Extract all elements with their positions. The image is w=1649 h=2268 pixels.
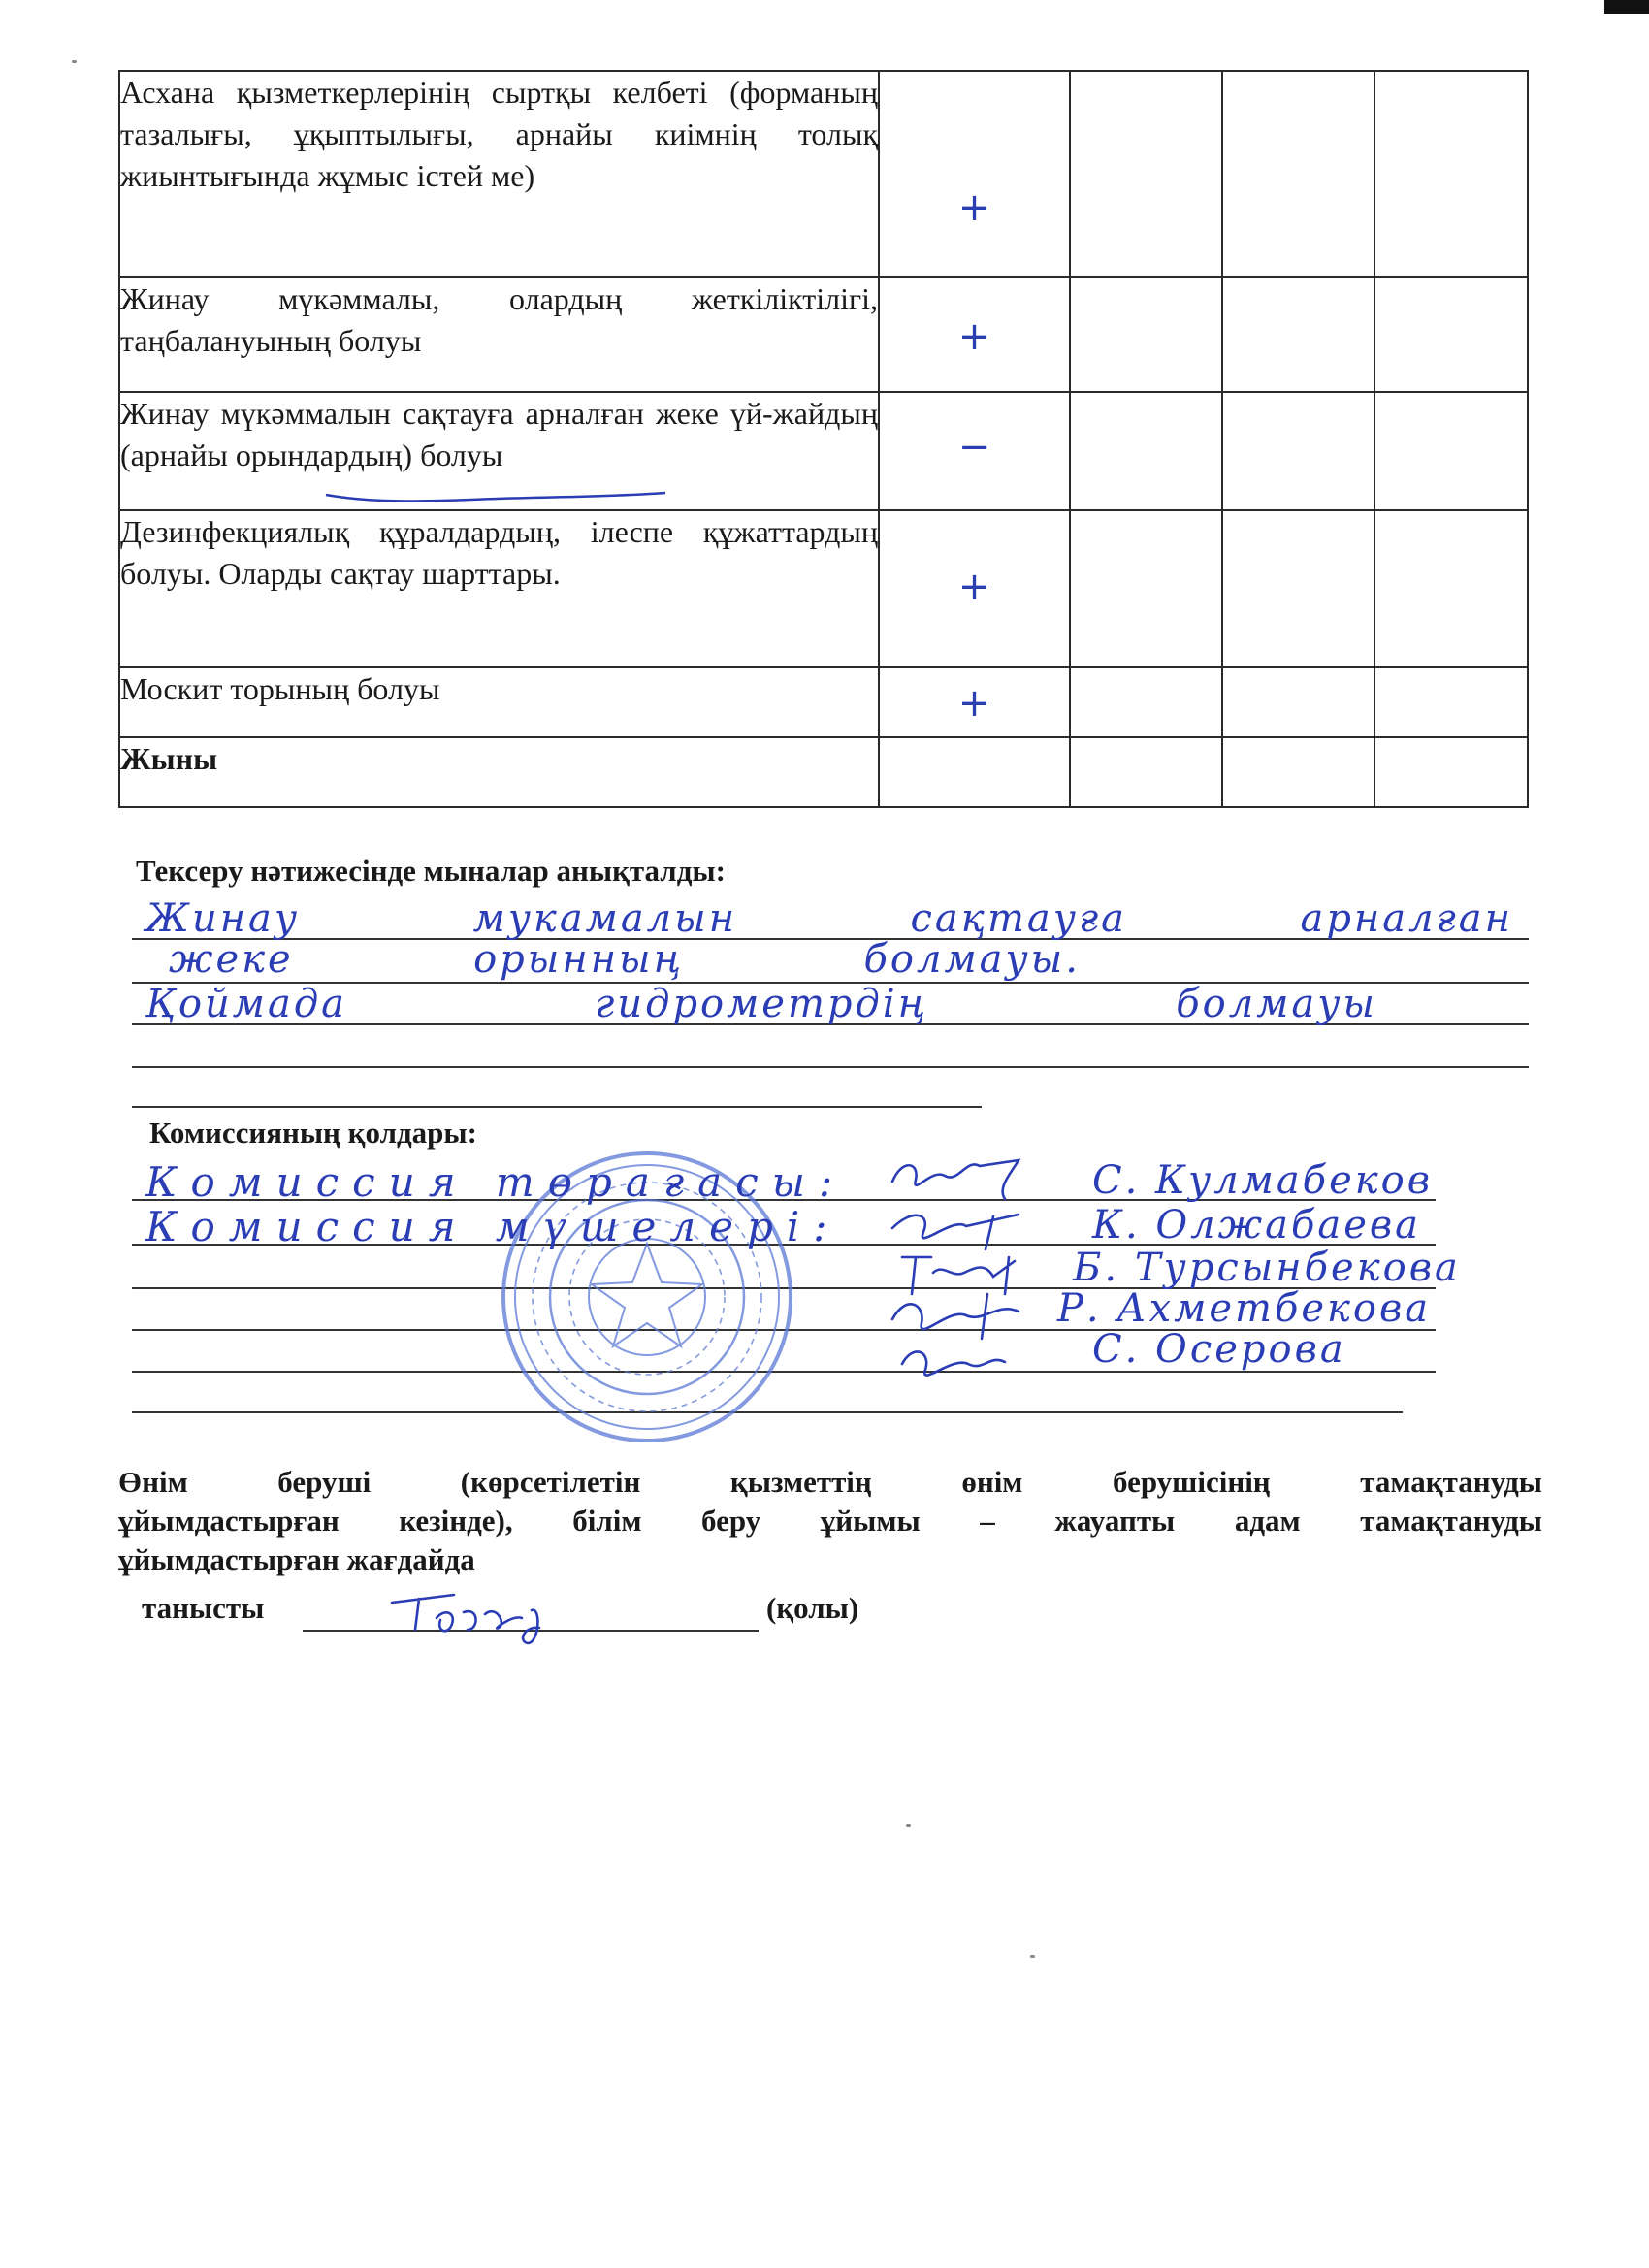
empty-cell (1070, 510, 1222, 667)
handwritten-word: гидрометрдің (595, 982, 929, 1026)
signatures-label: Комиссияның қолдары: (149, 1116, 477, 1150)
empty-cell (1070, 737, 1222, 807)
table-row (119, 71, 1528, 277)
empty-cell (1070, 392, 1222, 510)
handwritten-signatures (873, 1149, 1038, 1386)
criterion-cell: Асхана қызметкерлерінің сыртқы келбеті (форманың тазалығы, ұқыптылығы, арнайы киімнің толық жиынтығында жұмыс істей ме) (119, 71, 879, 277)
handwritten-word: болмауы (1176, 982, 1377, 1026)
findings-label: Тексеру нәтижесінде мыналар анықталды: (136, 854, 726, 888)
empty-cell (1374, 392, 1528, 510)
paragraph-line: ұйымдастырған кезінде), білім беру ұйымы – жауапты адам тамақтануды (118, 1504, 1542, 1538)
scan-speck (906, 1824, 911, 1827)
findings-line-2 (169, 937, 1081, 982)
empty-cell (1374, 510, 1528, 667)
empty-cell (1222, 737, 1374, 807)
empty-cell (1070, 667, 1222, 737)
empty-cell (1222, 277, 1374, 392)
criterion-cell: Жинау мүкәммалын сақтауға арналған жеке үй-жайдың (арнайы орындардың) болуы (119, 392, 879, 510)
scan-speck (1030, 1955, 1035, 1958)
ruled-line (132, 1066, 1529, 1068)
mark-cell (879, 510, 1070, 667)
handwritten-word: орынның (473, 937, 685, 982)
mark-cell (879, 277, 1070, 392)
handwritten-word: сақтауға (910, 896, 1128, 941)
table-row (119, 510, 1528, 667)
total-label: Жыны (119, 737, 879, 807)
producer-paragraph (118, 1463, 1542, 1579)
handwritten-underline (322, 483, 671, 508)
empty-cell (1070, 71, 1222, 277)
signatory-name: Р. Ахметбекова (1057, 1286, 1432, 1331)
paragraph-line: Өнім беруші (көрсетілетін қызметтің өнім берушісінің тамақтануды (118, 1465, 1542, 1499)
empty-cell (1374, 277, 1528, 392)
mark-cell (879, 737, 1070, 807)
table-row (119, 277, 1528, 392)
producer-signature (386, 1585, 590, 1647)
handwritten-word: мукамалын (472, 896, 738, 941)
handwritten-mark: + (957, 681, 991, 726)
handwritten-word: жеке (169, 937, 294, 982)
signatory-name: С. Кулмабеков (1092, 1158, 1434, 1203)
empty-cell (1374, 71, 1528, 277)
empty-cell (1374, 737, 1528, 807)
handwritten-word: болмауы. (863, 937, 1081, 982)
scan-speck (72, 60, 77, 63)
handwritten-word: Жинау (146, 896, 301, 941)
table-row-total (119, 737, 1528, 807)
ack-label: танысты (142, 1591, 265, 1625)
criterion-cell: Жинау мүкәммалы, олардың жеткіліктілігі, таңбалануының болуы (119, 277, 879, 392)
mark-cell (879, 667, 1070, 737)
signatory-name: С. Осерова (1092, 1327, 1346, 1372)
empty-cell (1070, 277, 1222, 392)
signatory-name: К. Олжабаева (1092, 1203, 1422, 1247)
empty-cell (1222, 510, 1374, 667)
signatory-name: Б. Турсынбекова (1073, 1246, 1461, 1290)
table-row (119, 667, 1528, 737)
empty-cell (1222, 667, 1374, 737)
criterion-cell: Дезинфекциялық құралдардың, ілеспе құжаттардың болуы. Оларды сақтау шарттары. (119, 510, 879, 667)
commission-chair-role: Комиссия төрағасы: (146, 1158, 847, 1206)
findings-line-1 (146, 896, 1513, 941)
handwritten-mark: − (957, 425, 991, 470)
mark-cell (879, 71, 1070, 277)
handwritten-word: арналған (1300, 896, 1513, 941)
ruled-line (132, 1106, 982, 1108)
empty-cell (1374, 667, 1528, 737)
commission-members-role: Комиссия мүшелері: (146, 1203, 841, 1250)
empty-cell (1222, 392, 1374, 510)
scan-edge-mark (1604, 0, 1649, 14)
handwritten-mark: + (957, 565, 991, 609)
signature-hint: (қолы) (766, 1591, 859, 1625)
handwritten-mark: + (957, 314, 991, 359)
mark-cell (879, 392, 1070, 510)
handwritten-word: Қоймада (146, 982, 348, 1026)
criterion-cell: Москит торының болуы (119, 667, 879, 737)
handwritten-mark: + (957, 185, 991, 230)
empty-cell (1222, 71, 1374, 277)
findings-line-3 (146, 982, 1377, 1026)
paragraph-line: ұйымдастырған жағдайда (118, 1542, 475, 1576)
checklist-table (118, 70, 1529, 808)
